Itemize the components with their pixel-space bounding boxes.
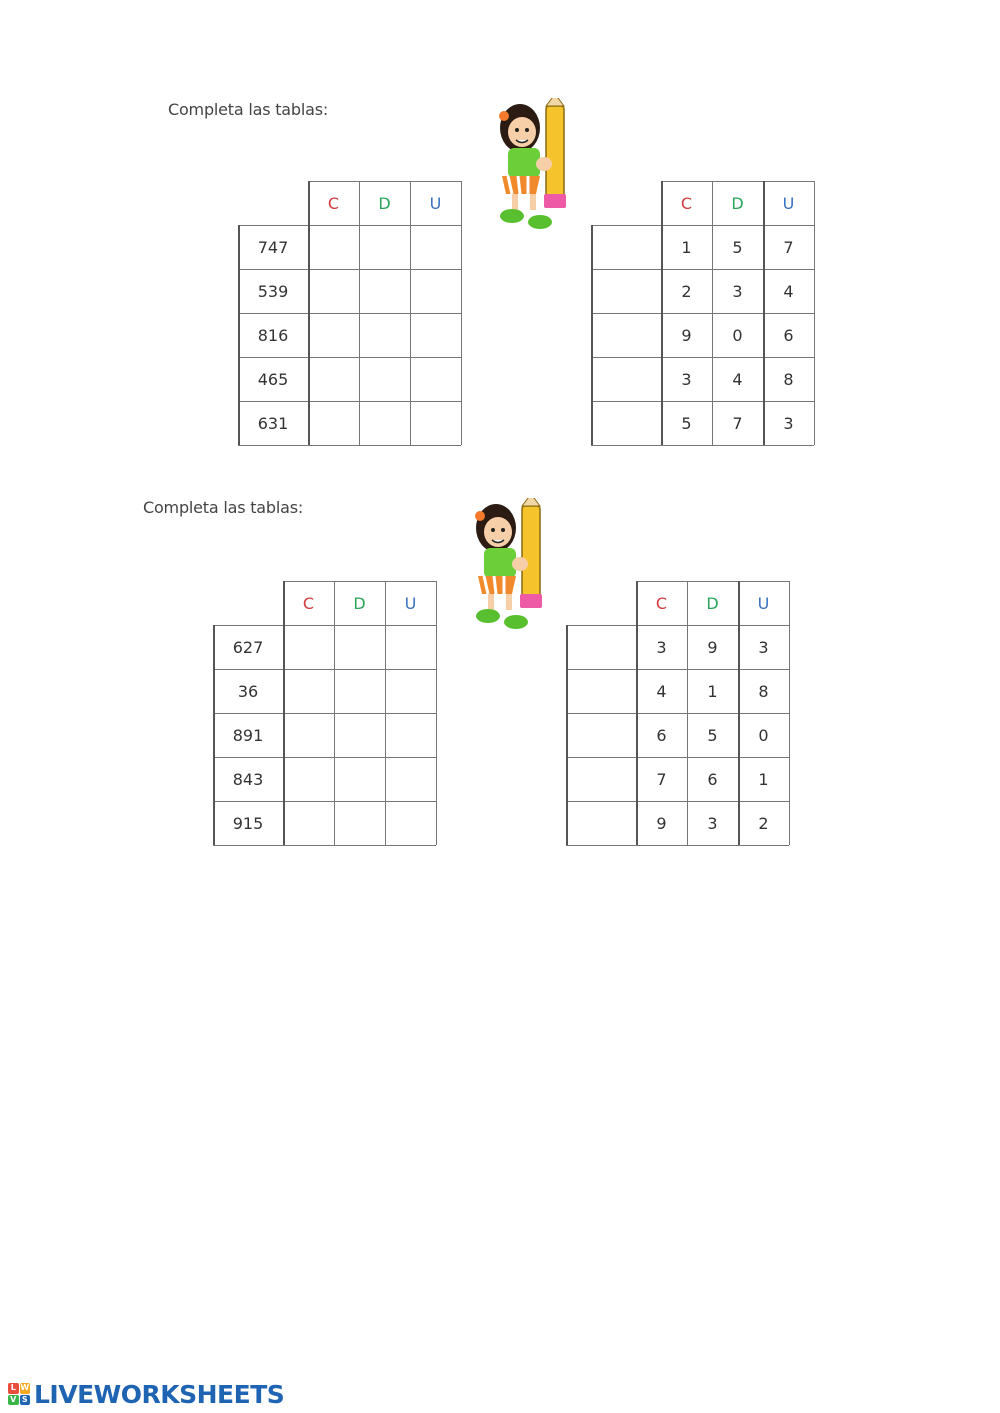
digit-cell: 2 <box>681 281 692 301</box>
digit-answer-cell[interactable] <box>283 625 334 669</box>
instruction-text: Completa las tablas: <box>168 100 329 119</box>
digit-answer-cell[interactable] <box>359 269 410 313</box>
cut-off-caption <box>160 453 240 461</box>
left-table <box>238 181 462 446</box>
digit-answer-cell[interactable] <box>308 269 359 313</box>
column-header-c: C <box>302 593 315 613</box>
digit-answer-cell[interactable] <box>283 801 334 845</box>
table-rule <box>283 581 285 845</box>
number-answer-cell[interactable] <box>566 625 636 669</box>
digit-answer-cell[interactable] <box>334 625 385 669</box>
table-rule <box>238 225 240 445</box>
logo-letter: S <box>20 1395 31 1406</box>
digit-answer-cell[interactable] <box>308 225 359 269</box>
digit-answer-cell[interactable] <box>359 225 410 269</box>
digit-answer-cell[interactable] <box>410 269 461 313</box>
column-header-d: D <box>353 593 366 613</box>
table-rule <box>566 713 789 714</box>
logo-letter: V <box>8 1395 19 1406</box>
table-rule <box>213 625 436 626</box>
column-header-d: D <box>378 193 391 213</box>
digit-answer-cell[interactable] <box>385 669 436 713</box>
table-rule <box>591 445 814 446</box>
table-rule <box>238 357 461 358</box>
table-rule <box>566 801 789 802</box>
digit-cell: 9 <box>707 637 718 657</box>
digit-cell: 3 <box>656 637 667 657</box>
table-rule <box>712 181 713 445</box>
number-answer-cell[interactable] <box>591 225 661 269</box>
number-answer-cell[interactable] <box>591 313 661 357</box>
digit-cell: 8 <box>783 369 794 389</box>
table-rule <box>238 313 461 314</box>
digit-cell: 3 <box>783 413 794 433</box>
number-answer-cell[interactable] <box>566 757 636 801</box>
digit-cell: 3 <box>681 369 692 389</box>
table-rule <box>738 581 740 845</box>
table-rule <box>566 669 789 670</box>
table-rule <box>238 269 461 270</box>
digit-answer-cell[interactable] <box>410 313 461 357</box>
table-rule <box>591 357 814 358</box>
column-header-d: D <box>706 593 719 613</box>
column-header-u: U <box>429 193 442 213</box>
digit-cell: 7 <box>656 769 667 789</box>
number-cell: 539 <box>257 281 289 301</box>
exercise-section-1 <box>0 80 1000 500</box>
digit-answer-cell[interactable] <box>308 401 359 445</box>
table-rule <box>213 625 215 845</box>
digit-cell: 4 <box>732 369 743 389</box>
number-cell: 915 <box>232 813 264 833</box>
table-rule <box>687 581 688 845</box>
brand-name[interactable]: LIVEWORKSHEETS <box>34 1379 285 1409</box>
column-header-c: C <box>680 193 693 213</box>
table-rule <box>359 181 360 445</box>
girl-with-pencil-illustration <box>492 98 582 233</box>
digit-answer-cell[interactable] <box>385 757 436 801</box>
girl-with-pencil-illustration <box>468 498 558 633</box>
logo-letter: W <box>20 1383 30 1392</box>
table-rule <box>566 757 789 758</box>
digit-answer-cell[interactable] <box>385 713 436 757</box>
digit-answer-cell[interactable] <box>334 669 385 713</box>
number-cell: 465 <box>257 369 289 389</box>
table-rule <box>436 581 437 845</box>
digit-answer-cell[interactable] <box>359 401 410 445</box>
column-header-u: U <box>782 193 795 213</box>
table-rule <box>636 581 638 845</box>
digit-cell: 2 <box>758 813 769 833</box>
digit-cell: 3 <box>758 637 769 657</box>
number-answer-cell[interactable] <box>591 269 661 313</box>
digit-cell: 9 <box>681 325 692 345</box>
digit-cell: 3 <box>707 813 718 833</box>
logo-letter: L <box>8 1383 19 1394</box>
digit-answer-cell[interactable] <box>359 313 410 357</box>
table-rule <box>661 181 663 445</box>
digit-answer-cell[interactable] <box>308 313 359 357</box>
table-rule <box>461 181 462 445</box>
number-cell: 843 <box>232 769 264 789</box>
table-rule <box>591 313 814 314</box>
digit-cell: 4 <box>783 281 794 301</box>
digit-answer-cell[interactable] <box>385 801 436 845</box>
right-table <box>591 181 815 446</box>
number-answer-cell[interactable] <box>591 357 661 401</box>
digit-cell: 5 <box>732 237 743 257</box>
digit-answer-cell[interactable] <box>410 225 461 269</box>
table-rule <box>410 181 411 445</box>
digit-cell: 7 <box>732 413 743 433</box>
digit-answer-cell[interactable] <box>283 757 334 801</box>
column-header-d: D <box>731 193 744 213</box>
number-answer-cell[interactable] <box>566 713 636 757</box>
table-rule <box>213 713 436 714</box>
digit-cell: 5 <box>681 413 692 433</box>
table-rule <box>763 181 765 445</box>
table-rule <box>661 181 814 182</box>
digit-cell: 9 <box>656 813 667 833</box>
column-header-u: U <box>404 593 417 613</box>
table-rule <box>566 845 789 846</box>
number-cell: 36 <box>237 681 259 701</box>
number-cell: 816 <box>257 325 289 345</box>
column-header-c: C <box>655 593 668 613</box>
table-rule <box>238 225 461 226</box>
digit-answer-cell[interactable] <box>359 357 410 401</box>
liveworksheets-footer[interactable] <box>8 1380 284 1408</box>
exercise-section-2 <box>0 480 1000 900</box>
table-rule <box>308 181 310 445</box>
digit-cell: 7 <box>783 237 794 257</box>
digit-cell: 0 <box>732 325 743 345</box>
table-rule <box>334 581 335 845</box>
digit-answer-cell[interactable] <box>334 713 385 757</box>
table-rule <box>385 581 386 845</box>
digit-cell: 1 <box>681 237 692 257</box>
digit-answer-cell[interactable] <box>308 357 359 401</box>
table-rule <box>213 757 436 758</box>
digit-answer-cell[interactable] <box>385 625 436 669</box>
digit-cell: 4 <box>656 681 667 701</box>
table-rule <box>789 581 790 845</box>
digit-cell: 8 <box>758 681 769 701</box>
table-rule <box>308 181 461 182</box>
cut-off-caption <box>139 853 219 861</box>
table-rule <box>814 181 815 445</box>
number-cell: 891 <box>232 725 264 745</box>
table-rule <box>213 669 436 670</box>
girl-icon <box>492 98 582 233</box>
right-table <box>566 581 790 846</box>
number-cell: 747 <box>257 237 289 257</box>
left-table <box>213 581 437 846</box>
table-rule <box>213 801 436 802</box>
column-header-u: U <box>757 593 770 613</box>
liveworksheets-logo-icon <box>8 1383 30 1405</box>
digit-answer-cell[interactable] <box>283 669 334 713</box>
number-answer-cell[interactable] <box>566 801 636 845</box>
table-rule <box>591 401 814 402</box>
column-header-c: C <box>327 193 340 213</box>
digit-answer-cell[interactable] <box>410 357 461 401</box>
girl-icon <box>468 498 558 633</box>
table-rule <box>591 269 814 270</box>
digit-cell: 6 <box>783 325 794 345</box>
digit-cell: 0 <box>758 725 769 745</box>
table-rule <box>238 401 461 402</box>
digit-cell: 3 <box>732 281 743 301</box>
table-rule <box>283 581 436 582</box>
number-answer-cell[interactable] <box>566 669 636 713</box>
table-rule <box>591 225 593 445</box>
table-rule <box>591 225 814 226</box>
digit-cell: 6 <box>656 725 667 745</box>
digit-cell: 1 <box>758 769 769 789</box>
instruction-text: Completa las tablas: <box>143 498 304 517</box>
table-rule <box>566 625 568 845</box>
digit-answer-cell[interactable] <box>283 713 334 757</box>
number-cell: 631 <box>257 413 289 433</box>
digit-cell: 1 <box>707 681 718 701</box>
digit-answer-cell[interactable] <box>334 757 385 801</box>
digit-answer-cell[interactable] <box>334 801 385 845</box>
digit-answer-cell[interactable] <box>410 401 461 445</box>
digit-cell: 5 <box>707 725 718 745</box>
table-rule <box>566 625 789 626</box>
number-answer-cell[interactable] <box>591 401 661 445</box>
table-rule <box>238 445 461 446</box>
table-rule <box>213 845 436 846</box>
number-cell: 627 <box>232 637 264 657</box>
table-rule <box>636 581 789 582</box>
digit-cell: 6 <box>707 769 718 789</box>
